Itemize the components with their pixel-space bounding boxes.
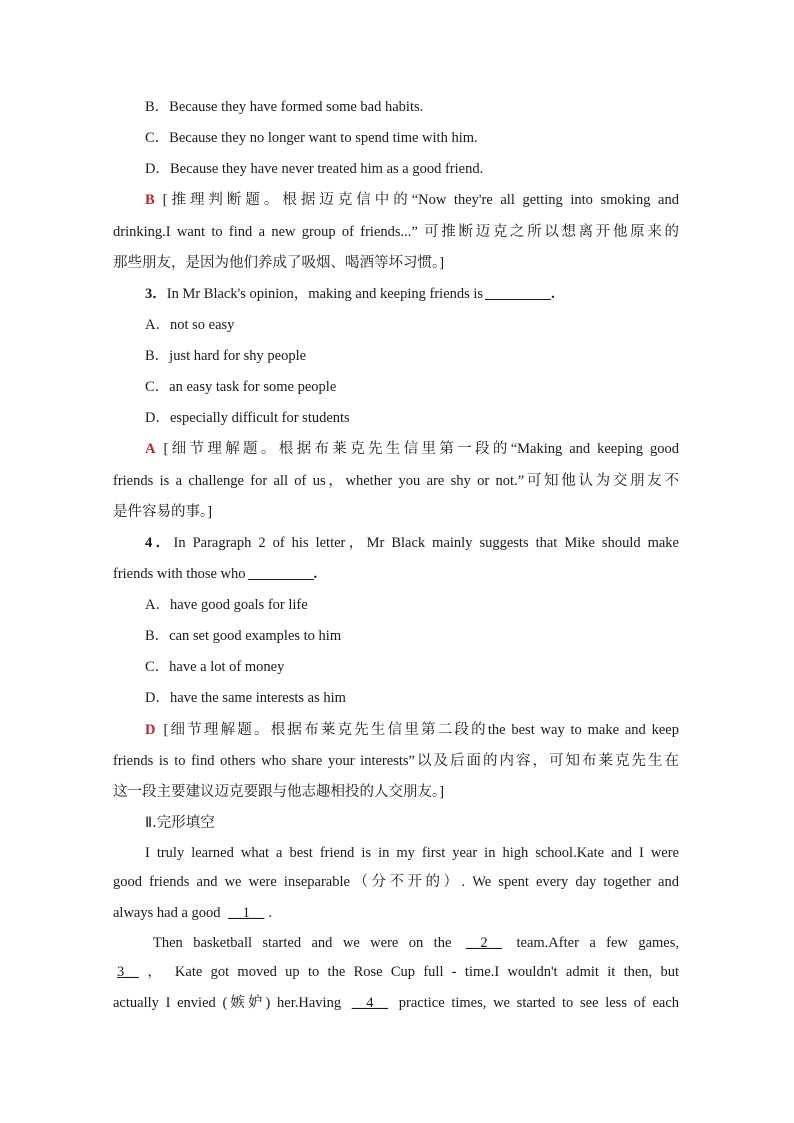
q2-explanation-line-3: 那些朋友，是因为他们养成了吸烟、喝酒等坏习惯。]: [113, 255, 445, 271]
q2-option-d: D．Because they have never treated him as a good friend.: [145, 161, 484, 177]
q3-stem: 3．In Mr Black's opinion，making and keeping friends is .: [145, 286, 555, 302]
passage-p2-line-2: 3__ ， Kate got moved up to the Rose Cup full - time.I wouldn't admit it then, but: [113, 962, 679, 982]
q4-option-a: A．have good goals for life: [145, 597, 308, 613]
q3-option-a: A．not so easy: [145, 317, 235, 333]
q4-option-b: B．can set good examples to him: [145, 628, 342, 644]
q4-explanation-line-1: D [细节理解题。根据布莱克先生信里第二段的the best way to make and keep: [145, 722, 679, 738]
q3-explanation-line-2: friends is a challenge for all of us，whether you are shy or not.”可知他认为交朋友不: [113, 473, 679, 489]
q3-answer: A: [145, 441, 156, 457]
passage-p2-line-1: Then basketball started and we were on the __2__ team.After a few games,: [153, 935, 679, 951]
q4-option-d: D．have the same interests as him: [145, 690, 346, 706]
q4-stem-line-2: friends with those who .: [113, 566, 318, 582]
q2-answer: B: [145, 192, 155, 208]
blank-4[interactable]: __4__: [351, 995, 389, 1011]
passage-p1-line-1: I truly learned what a best friend is in my first year in high school.Kate and I were: [145, 845, 679, 861]
q4-answer: D: [145, 722, 156, 738]
q2-option-c: C．Because they no longer want to spend time with him.: [145, 130, 478, 146]
q4-blank: [248, 565, 314, 580]
q3-option-d: D．especially difficult for students: [145, 410, 350, 426]
blank-3[interactable]: 3__: [117, 964, 139, 980]
q2-explanation-line-2: drinking.I want to find a new group of friends...” 可推断迈克之所以想离开他原来的: [113, 224, 679, 240]
blank-2[interactable]: __2__: [465, 935, 503, 951]
q3-option-c: C．an easy task for some people: [145, 379, 337, 395]
q4-explanation-line-3: 这一段主要建议迈克要跟与他志趣相投的人交朋友。]: [113, 784, 445, 800]
q4-explanation-line-2: friends is to find others who share your interests”以及后面的内容，可知布莱克先生在: [113, 753, 679, 769]
blank-1[interactable]: __1__: [228, 905, 265, 921]
q4-stem-line-1: 4．In Paragraph 2 of his letter，Mr Black mainly suggests that Mike should make: [145, 535, 679, 551]
q3-blank: [485, 285, 551, 300]
q3-explanation-line-3: 是件容易的事。]: [113, 504, 213, 520]
q2-explanation-line-1: B [推理判断题。根据迈克信中的“Now they're all getting into smoking and: [145, 192, 679, 208]
q3-option-b: B．just hard for shy people: [145, 348, 307, 364]
passage-p2-line-3: actually I envied (嫉妒) her.Having __4__ practice times, we started to see less of each: [113, 995, 680, 1011]
q2-option-b: B．Because they have formed some bad habits.: [145, 99, 424, 115]
q4-option-c: C．have a lot of money: [145, 659, 285, 675]
passage-p1-line-3: always had a good __1__ .: [113, 905, 273, 921]
q3-explanation-line-1: A [细节理解题。根据布莱克先生信里第一段的“Making and keeping good: [145, 441, 679, 457]
section-title: Ⅱ.完形填空: [145, 815, 215, 831]
passage-p1-line-2: good friends and we were inseparable（分不开的）. We spent every day together and: [113, 874, 679, 890]
